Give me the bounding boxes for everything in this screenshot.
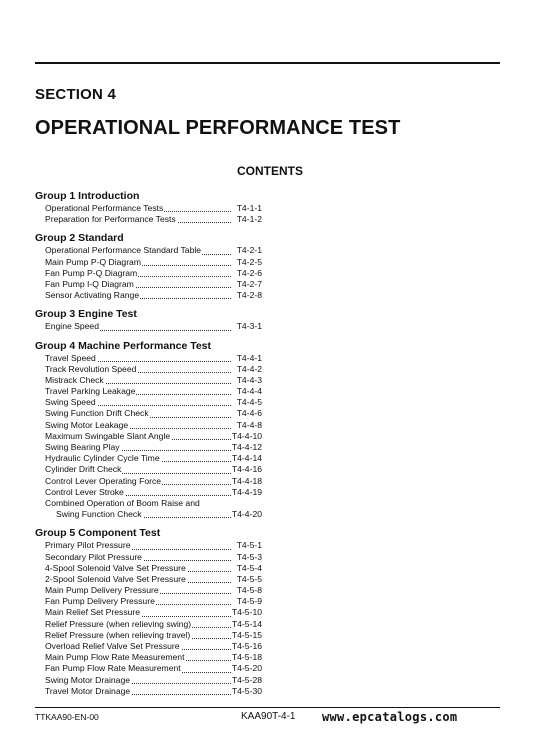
toc-entry[interactable]	[35, 675, 265, 686]
toc-entry-page: T4-4-6	[236, 408, 262, 419]
toc-entry[interactable]	[35, 619, 265, 630]
toc-entry-page: T4-5-30	[231, 685, 262, 696]
toc-entry-page: T4-5-16	[231, 641, 262, 651]
toc-entry-page: T4-5-15	[231, 629, 262, 640]
toc-entry[interactable]	[35, 498, 265, 520]
toc-entry[interactable]	[35, 487, 265, 498]
toc-entry-page: T4-4-18	[231, 475, 262, 486]
toc-entry-page: T4-4-8	[236, 419, 262, 430]
toc-entry[interactable]	[35, 552, 265, 563]
toc-entry-page: T4-4-2	[236, 363, 262, 374]
toc-entry-page: T4-4-10	[231, 430, 262, 441]
toc-entry-page: T4-4-5	[236, 397, 262, 408]
toc-entry[interactable]	[35, 364, 265, 375]
toc-entry[interactable]	[35, 431, 265, 442]
toc-entry[interactable]	[35, 464, 265, 475]
toc-entry-page: T4-2-6	[236, 267, 262, 278]
toc-entry-label: Sensor Activating Range	[45, 290, 140, 301]
toc-entry[interactable]	[35, 375, 265, 386]
section-label: SECTION 4	[35, 86, 116, 103]
toc-entry-label: 4-Spool Solenoid Valve Set Pressure	[45, 562, 186, 573]
page-title: OPERATIONAL PERFORMANCE TEST	[35, 117, 401, 139]
toc-entry-label: Relief Pressure (when relieving swing)	[45, 618, 192, 629]
toc-entry-page: T4-2-8	[236, 290, 262, 301]
toc-group-title: Group 1 Introduction	[35, 190, 140, 202]
toc-group	[35, 339, 265, 521]
toc-entry-page: T4-4-12	[231, 442, 262, 452]
toc-entry-label: Preparation for Performance Tests	[45, 214, 176, 225]
contents-heading: CONTENTS	[237, 164, 303, 178]
toc-entry[interactable]	[35, 397, 265, 408]
toc-entry-label: Main Pump Delivery Pressure	[45, 585, 159, 596]
toc-entry-page: T4-5-14	[231, 618, 262, 629]
toc-entry[interactable]	[35, 686, 265, 697]
toc-entry-label: Swing Speed	[45, 397, 96, 408]
toc-entry[interactable]	[35, 540, 265, 551]
toc-entry-label: Fan Pump P-Q Diagram	[45, 267, 138, 278]
toc-entry-label: Fan Pump Flow Rate Measurement	[45, 663, 181, 674]
toc-entry[interactable]	[35, 214, 265, 225]
toc-entry-page: T4-5-5	[236, 573, 262, 584]
toc-entry-label: Operational Performance Tests	[45, 203, 164, 213]
toc-entry-page: T4-4-1	[236, 352, 262, 363]
toc-entry[interactable]	[35, 652, 265, 663]
toc-entry[interactable]	[35, 268, 265, 279]
toc-group-title: Group 2 Standard	[35, 232, 124, 245]
toc-entry-page: T4-1-2	[236, 214, 262, 225]
toc-entry-page: T4-4-20	[231, 509, 262, 520]
toc-entry[interactable]	[35, 476, 265, 487]
table-of-contents	[35, 189, 265, 703]
toc-entry[interactable]	[35, 420, 265, 431]
toc-entry[interactable]	[35, 321, 265, 332]
toc-entry[interactable]	[35, 607, 265, 618]
toc-entry-label: Main Pump Flow Rate Measurement	[45, 652, 185, 663]
toc-entry[interactable]	[35, 663, 265, 674]
toc-entry-page: T4-4-16	[231, 464, 262, 475]
toc-entry[interactable]	[35, 203, 265, 214]
toc-entry-page: T4-2-5	[236, 256, 262, 267]
toc-entry[interactable]	[35, 386, 265, 397]
toc-entry-label-continued: Swing Function Check	[56, 509, 142, 520]
toc-entry[interactable]	[35, 563, 265, 574]
toc-entry[interactable]	[35, 257, 265, 268]
toc-entry-label: Swing Bearing Play	[45, 442, 120, 452]
toc-entry-label: Secondary Pilot Pressure	[45, 551, 142, 562]
toc-entry-label: Travel Parking Leakage	[45, 386, 136, 397]
toc-entry-page: T4-5-20	[231, 663, 262, 674]
toc-entry[interactable]	[35, 353, 265, 364]
toc-group-title: Group 3 Engine Test	[35, 308, 137, 321]
toc-entry-label: Overload Relief Valve Set Pressure	[45, 641, 180, 651]
toc-entry[interactable]	[35, 596, 265, 607]
toc-entry[interactable]	[35, 574, 265, 585]
toc-entry-label: Primary Pilot Pressure	[45, 540, 131, 551]
toc-entry[interactable]	[35, 641, 265, 652]
toc-entry[interactable]	[35, 245, 265, 256]
toc-entry-page: T4-2-1	[236, 245, 262, 256]
header-rule	[35, 62, 500, 64]
footer-rule	[35, 707, 500, 708]
toc-entry-page: T4-4-19	[231, 486, 262, 497]
toc-entry-label: Main Pump P-Q Diagram	[45, 256, 141, 267]
toc-entry-label: Control Lever Operating Force	[45, 475, 162, 486]
toc-entry-label: Relief Pressure (when relieving travel)	[45, 629, 191, 640]
toc-entry-label: Hydraulic Cylinder Cycle Time	[45, 453, 160, 464]
toc-entry-label: Engine Speed	[45, 321, 99, 332]
toc-entry-label: Travel Speed	[45, 352, 96, 363]
toc-entry-page: T4-1-1	[236, 203, 262, 213]
toc-entry-label: Travel Motor Drainage	[45, 685, 131, 696]
toc-group	[35, 189, 265, 225]
toc-entry[interactable]	[35, 442, 265, 453]
toc-entry-page: T4-5-18	[231, 652, 262, 663]
toc-entry-page: T4-5-9	[236, 596, 262, 607]
toc-entry-page: T4-4-14	[231, 453, 262, 464]
page-number: KAA90T-4-1	[241, 711, 296, 722]
toc-entry-page: T4-5-8	[236, 585, 262, 596]
toc-entry-label: Main Relief Set Pressure	[45, 607, 141, 618]
toc-entry[interactable]	[35, 630, 265, 641]
toc-entry-page: T4-4-3	[236, 374, 262, 385]
toc-entry-label: Maximum Swingable Slant Angle	[45, 430, 171, 441]
toc-entry-label: Fan Pump Delivery Pressure	[45, 596, 155, 607]
toc-group	[35, 526, 265, 697]
toc-entry-label: Combined Operation of Boom Raise and	[45, 497, 200, 508]
toc-group	[35, 231, 265, 301]
toc-entry-label: Swing Motor Drainage	[45, 674, 131, 685]
toc-entry-label: Track Revolution Speed	[45, 363, 137, 374]
toc-entry-label: Control Lever Stroke	[45, 486, 124, 497]
toc-entry-label: 2-Spool Solenoid Valve Set Pressure	[45, 573, 186, 584]
toc-entry[interactable]	[35, 279, 265, 290]
toc-group-title: Group 4 Machine Performance Test	[35, 339, 212, 352]
toc-entry-page: T4-3-1	[236, 321, 262, 332]
toc-entry-label: Swing Motor Leakage	[45, 419, 129, 430]
toc-entry-page: T4-5-28	[231, 674, 262, 685]
toc-entry-page: T4-5-1	[236, 540, 262, 551]
toc-entry-page: T4-4-4	[236, 386, 262, 397]
toc-entry[interactable]	[35, 585, 265, 596]
document-code: TTKAA90-EN-00	[35, 712, 99, 722]
watermark-url: www.epcatalogs.com	[322, 710, 458, 724]
toc-entry-page: T4-5-3	[236, 551, 262, 562]
toc-entry-label: Swing Function Drift Check	[45, 408, 149, 419]
toc-entry-page: T4-5-10	[231, 607, 262, 618]
toc-entry-label: Operational Performance Standard Table	[45, 245, 202, 256]
toc-entry[interactable]	[35, 290, 265, 301]
toc-entry-label: Mistrack Check	[45, 374, 104, 385]
toc-group-title: Group 5 Component Test	[35, 527, 161, 540]
toc-entry[interactable]	[35, 453, 265, 464]
toc-entry-label: Fan Pump I-Q Diagram	[45, 278, 134, 289]
toc-group	[35, 307, 265, 332]
toc-entry-label: Cylinder Drift Check	[45, 464, 122, 475]
toc-entry-page: T4-2-7	[236, 278, 262, 289]
toc-entry-page: T4-5-4	[236, 562, 262, 573]
toc-entry[interactable]	[35, 408, 265, 419]
